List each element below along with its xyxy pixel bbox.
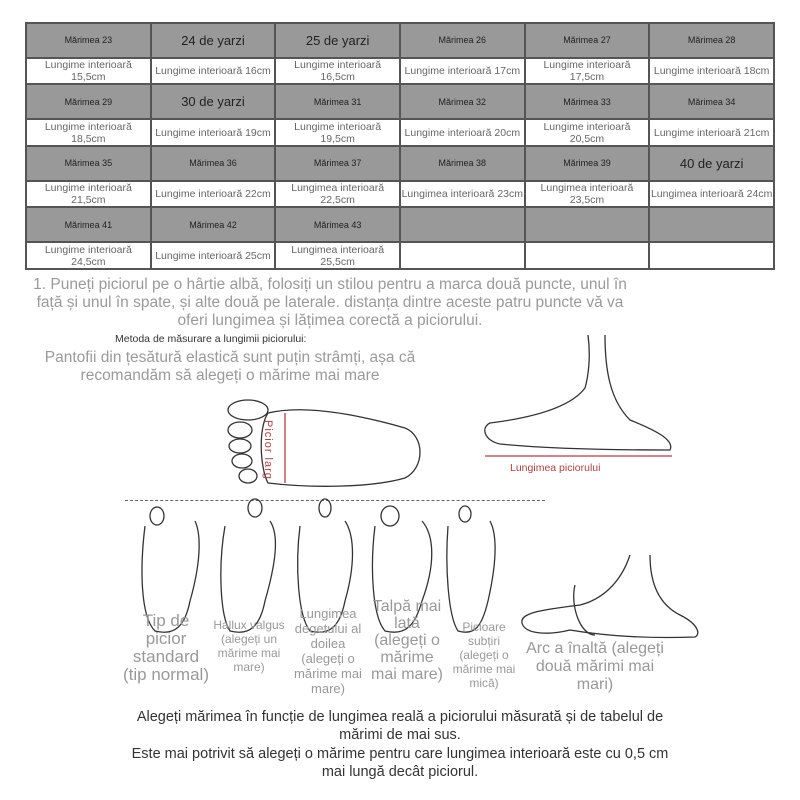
foot-side-drawing [480,330,690,465]
size-cell: Mărimea 32 [400,84,525,119]
size-cell: Mărimea 23 [26,23,151,58]
inner-length-cell: Lungime interioară 20cm [400,119,525,146]
high-arch-drawing [520,555,705,645]
size-cell: 24 de yarzi [151,23,276,58]
size-cell: Mărimea 33 [525,84,650,119]
size-chart-table [25,22,775,270]
size-cell: Mărimea 42 [151,207,276,242]
inner-length-cell [649,242,774,269]
inner-length-cell: Lungime interioară 15,5cm [26,58,151,85]
inner-length-cell: Lungime interioară 20,5cm [525,119,650,146]
inner-length-cell: Lungime interioară 25cm [151,242,276,269]
inner-length-cell: Lungime interioară 18,5cm [26,119,151,146]
inner-length-cell [525,242,650,269]
inner-length-cell: Lungime interioară 19cm [151,119,276,146]
footer-line2: Este mai potrivit să alegeți o mărime pentru care lungimea interioară este cu 0,5 cm mai lungă decât piciorul. [131,746,669,780]
size-cell: Mărimea 36 [151,146,276,181]
size-cell: 30 de yarzi [151,84,276,119]
inner-length-cell: Lungimea interioară 22,5cm [275,181,400,208]
inner-length-cell: Lungime interioară 22cm [151,181,276,208]
size-cell: Mărimea 39 [525,146,650,181]
wide-foot-label: Picior larg [262,420,274,480]
footer-line1: Alegeți mărimea în funcție de lungimea reală a piciorului măsurată și de tabelul de mărimi de mai sus. [136,709,664,743]
inner-length-cell: Lungime interioară 16cm [151,58,276,85]
foot-sole-drawing [220,388,430,498]
foot-type-label: Picioare subțiri (alegeți o mărime mai mică) [452,620,516,690]
size-cell: Mărimea 34 [649,84,774,119]
size-cell: 25 de yarzi [275,23,400,58]
inner-length-cell: Lungime interioară 19,5cm [275,119,400,146]
foot-length-label: Lungimea piciorului [510,462,601,474]
inner-length-cell: Lungime interioară 16,5cm [275,58,400,85]
size-cell [525,207,650,242]
foot-type-label: Lungimea degetului al doilea (alegeți o mărime mai mare) [294,606,362,696]
size-cell: Mărimea 41 [26,207,151,242]
inner-length-cell: Lungime interioară 18cm [649,58,774,85]
inner-length-cell: Lungime interioară 24,5cm [26,242,151,269]
inner-length-cell: Lungime interioară 21,5cm [26,181,151,208]
inner-length-cell [400,242,525,269]
size-cell: Mărimea 29 [26,84,151,119]
size-cell: Mărimea 37 [275,146,400,181]
inner-length-cell: Lungime interioară 17cm [400,58,525,85]
inner-length-cell: Lungimea interioară 24cm [649,181,774,208]
inner-length-cell: Lungimea interioară 23,5cm [525,181,650,208]
inner-length-cell: Lungimea interioară 25,5cm [275,242,400,269]
footer-block [130,708,670,781]
size-cell: Mărimea 35 [26,146,151,181]
size-cell: Mărimea 38 [400,146,525,181]
size-cell: Mărimea 28 [649,23,774,58]
size-cell: Mărimea 27 [525,23,650,58]
size-cell: Mărimea 43 [275,207,400,242]
method-label: Metoda de măsurare a lungimii piciorului: [115,333,307,345]
foot-type-label: Arc a înaltă (alegeți două mărimi mai mari) [526,640,664,693]
elastic-note: Pantofii din țesătură elastică sunt puțin strâmți, așa că recomandăm să alegeți o mărime mai mare [44,349,416,384]
foot-type-label: Talpă mai lată (alegeți o mărime mai mare) [370,598,443,683]
size-cell [649,207,774,242]
instruction-step1: 1. Puneți piciorul pe o hârtie albă, folosiți un stilou pentru a marca două puncte, unul în față și unul în spate, și alte două pe laterale. distanța dintre aceste patru puncte vă va oferi lungimea și lățimea corectă a piciorului. [33,276,627,329]
foot-type-label: Hallux valgus (alegeți un mărime mai mare) [213,618,285,674]
size-cell: 40 de yarzi [649,146,774,181]
size-cell: Mărimea 31 [275,84,400,119]
foot-type-label: Tip de picior standard (tip normal) [123,611,209,684]
size-cell [400,207,525,242]
inner-length-cell: Lungimea interioară 23cm [400,181,525,208]
inner-length-cell: Lungime interioară 17,5cm [525,58,650,85]
inner-length-cell: Lungime interioară 21cm [649,119,774,146]
size-cell: Mărimea 26 [400,23,525,58]
